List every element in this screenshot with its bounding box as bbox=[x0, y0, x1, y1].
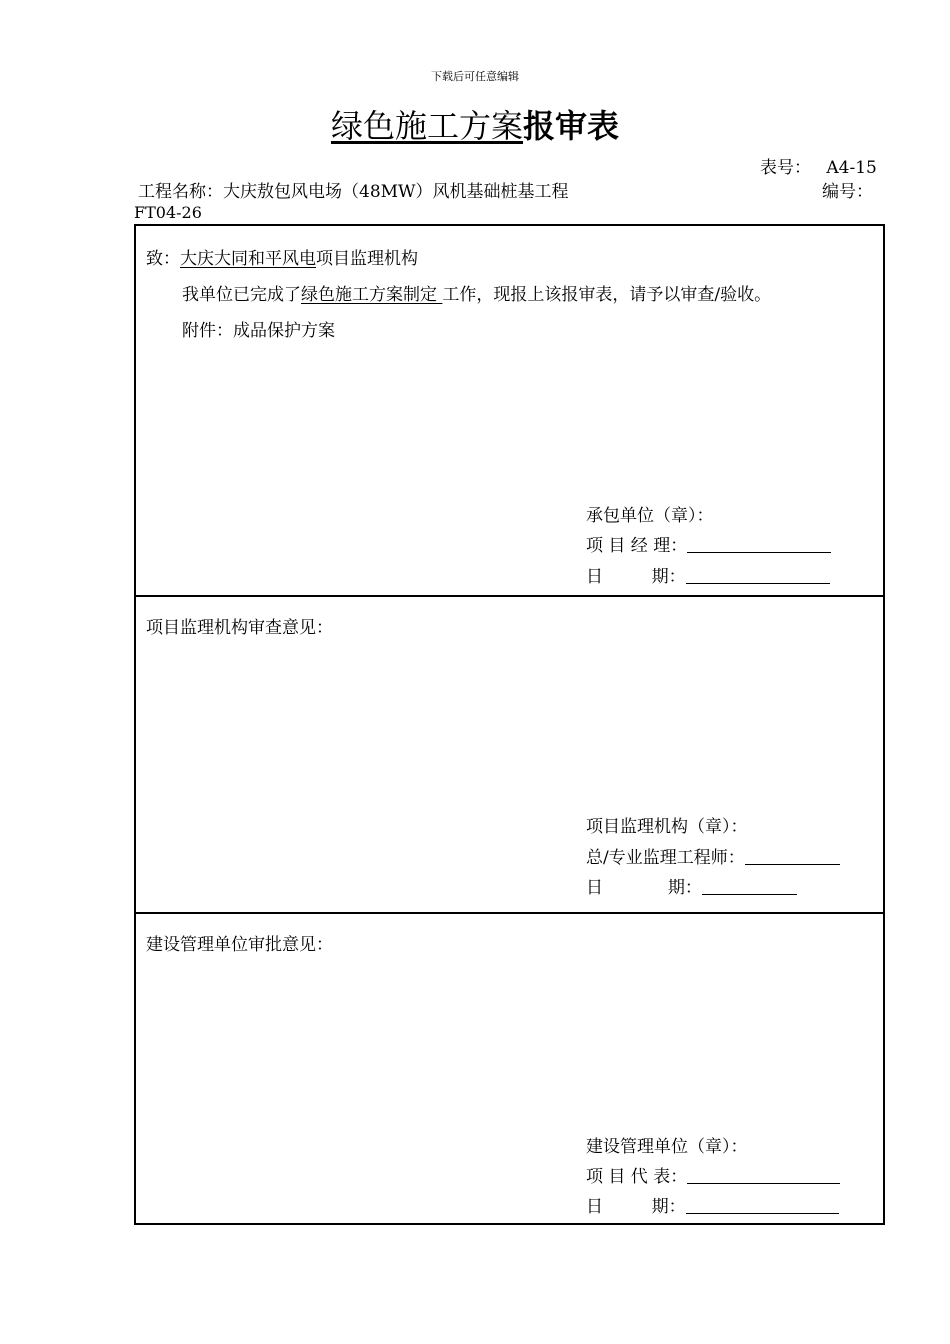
owner-date-label: 日 期： bbox=[586, 1197, 686, 1217]
supervisor-date-line bbox=[586, 873, 797, 898]
top-note: 下载后可任意编辑 bbox=[431, 70, 519, 83]
statement-suffix: 工作，现报上该报审表，请予以审查/验收。 bbox=[442, 285, 772, 305]
contractor-section bbox=[136, 226, 883, 595]
owner-seal-label: 建设管理单位（章）： bbox=[586, 1137, 748, 1157]
project-label: 工程名称： bbox=[138, 182, 223, 202]
project-representative-label: 项 目 代 表： bbox=[586, 1167, 688, 1187]
project-name: 大庆敖包风电场（48MW）风机基础桩基工程 bbox=[223, 182, 569, 202]
contractor-date-label: 日 期： bbox=[586, 567, 686, 587]
approval-form bbox=[134, 224, 885, 1225]
contractor-date-blank bbox=[686, 567, 830, 584]
addressee-suffix: 项目监理机构 bbox=[316, 249, 418, 269]
supervisor-section bbox=[136, 595, 883, 914]
project-representative-blank bbox=[687, 1167, 840, 1184]
owner-date-blank bbox=[686, 1197, 839, 1214]
supervising-engineer-blank bbox=[745, 848, 840, 865]
supervising-engineer-line bbox=[586, 843, 840, 868]
supervising-engineer-label: 总/专业监理工程师： bbox=[586, 848, 745, 868]
owner-date-line bbox=[586, 1192, 839, 1217]
supervisor-seal-label: 项目监理机构（章）： bbox=[586, 817, 748, 837]
form-number-label: 表号： bbox=[760, 158, 811, 178]
supervisor-opinion-heading: 项目监理机构审查意见： bbox=[146, 618, 333, 638]
project-representative-line bbox=[586, 1162, 840, 1187]
supervisor-date-blank bbox=[702, 878, 797, 895]
addressee-org: 大庆大同和平风电 bbox=[180, 249, 316, 269]
project-manager-blank bbox=[687, 536, 831, 553]
addressee-line bbox=[146, 244, 418, 269]
project-name-line bbox=[138, 177, 569, 202]
title-part1: 绿色施工方案 bbox=[330, 107, 523, 145]
page-title bbox=[0, 104, 950, 148]
attachment-line: 附件：成品保护方案 bbox=[182, 321, 335, 341]
statement-work: 绿色施工方案制定 bbox=[301, 285, 443, 305]
contractor-date-line bbox=[586, 562, 830, 587]
statement-prefix: 我单位已完成了 bbox=[182, 285, 301, 305]
owner-section bbox=[136, 912, 883, 1225]
serial-label: 编号： bbox=[822, 182, 873, 202]
title-part2: 报审表 bbox=[523, 107, 620, 145]
project-manager-line bbox=[586, 531, 831, 556]
owner-approval-heading: 建设管理单位审批意见： bbox=[146, 935, 333, 955]
addressee-label: 致： bbox=[146, 249, 180, 269]
form-number bbox=[760, 153, 877, 178]
serial-number: FT04-26 bbox=[134, 203, 202, 222]
project-manager-label: 项 目 经 理： bbox=[586, 536, 688, 556]
supervisor-date-label: 日 期： bbox=[586, 878, 702, 898]
form-number-value: A4-15 bbox=[826, 158, 877, 178]
contractor-seal-label: 承包单位（章）： bbox=[586, 506, 714, 526]
submission-statement bbox=[182, 280, 771, 305]
